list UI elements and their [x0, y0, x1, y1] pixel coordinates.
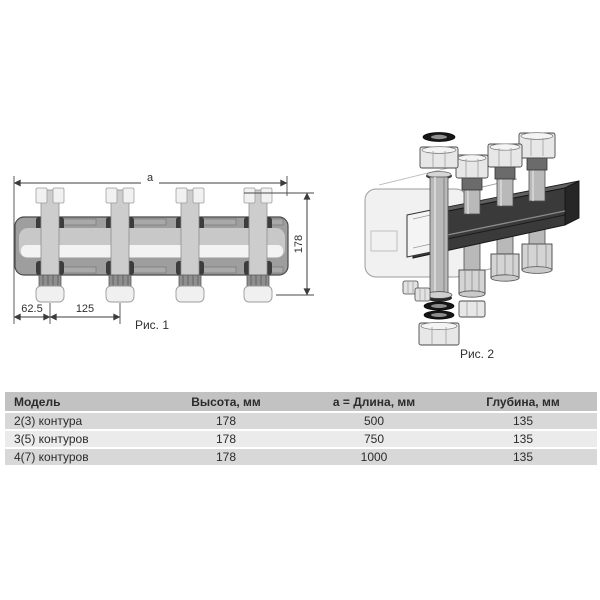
dim-label-a: a: [146, 172, 154, 184]
table-row: [5, 411, 597, 429]
dim-label-62-5: 62.5: [21, 303, 43, 315]
cell-height: 178: [153, 429, 299, 447]
table-row: [5, 447, 597, 465]
spec-table: [5, 392, 597, 465]
cell-length: 1000: [299, 447, 449, 465]
cell-depth: 135: [449, 429, 597, 447]
cell-depth: 135: [449, 447, 597, 465]
col-header-length: a = Длина, мм: [299, 392, 449, 411]
col-header-height: Высота, мм: [153, 392, 299, 411]
cell-model: 4(7) контуров: [5, 447, 153, 465]
barrel-highlight: [21, 245, 283, 257]
dimension-offsets: [14, 303, 120, 324]
fig1-front-view-drawing: [0, 160, 345, 345]
col-header-model: Модель: [5, 392, 153, 411]
fig1-caption: Рис. 1: [134, 318, 170, 332]
cell-length: 750: [299, 429, 449, 447]
dim-label-125: 125: [75, 303, 95, 315]
table-row: [5, 429, 597, 447]
fig2-isometric-view-drawing: [355, 115, 600, 365]
col-header-depth: Глубина, мм: [449, 392, 597, 411]
fig2-caption: Рис. 2: [459, 347, 495, 361]
dim-label-178: 178: [293, 234, 305, 254]
cell-height: 178: [153, 411, 299, 429]
cell-length: 500: [299, 411, 449, 429]
cell-depth: 135: [449, 411, 597, 429]
cell-height: 178: [153, 447, 299, 465]
plug-fittings: [403, 281, 430, 301]
table-header-row: [5, 392, 597, 411]
cell-model: 3(5) контуров: [5, 429, 153, 447]
cell-model: 2(3) контура: [5, 411, 153, 429]
